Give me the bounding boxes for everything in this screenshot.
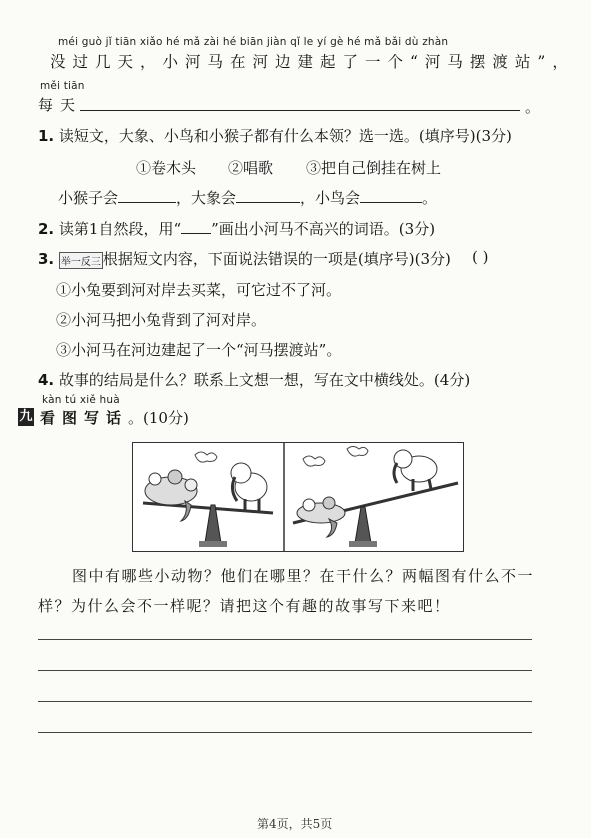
q1-fill-row	[58, 187, 437, 208]
q1-blank-elephant[interactable]	[236, 188, 300, 203]
writing-line-1[interactable]	[38, 639, 532, 640]
q1-fill-bird-label: ，小鸟会	[300, 189, 361, 207]
q4-number: 4.	[38, 371, 55, 389]
panel-1-drawing	[143, 452, 273, 547]
q2-number: 2.	[38, 220, 55, 238]
q1-option-1: ①卷木头	[136, 159, 197, 177]
q3-text: 根据短文内容，下面说法错误的一项是(填序号)(3分)	[102, 250, 451, 268]
passage-pinyin-2: měi tiān	[40, 80, 85, 92]
q2-underline-sample	[181, 223, 211, 234]
passage-pinyin-1: méi guò jǐ tiān xiǎo hé mǎ zài hé biān jiàn qǐ le yí gè hé mǎ bǎi dù zhàn	[58, 36, 449, 48]
passage-line-2-end: 。	[525, 98, 541, 116]
section9-heading	[40, 407, 189, 428]
q2-text-b: ”画出小河马不高兴的词语。(3分)	[211, 220, 436, 238]
section9-prompt-1: 图中有哪些小动物？他们在哪里？在干什么？两幅图有什么不一	[72, 567, 535, 585]
writing-line-2[interactable]	[38, 670, 532, 671]
q1-blank-bird[interactable]	[360, 188, 422, 203]
panel-2-drawing	[293, 447, 458, 548]
question-2	[38, 218, 435, 239]
q3-option-1: ①小兔要到河对岸去买菜，可它过不了河。	[56, 281, 342, 299]
q1-fill-elephant-label: ，大象会	[176, 189, 237, 207]
section9-score: 。(10分)	[128, 409, 189, 427]
page-footer: 第4页，共5页	[257, 817, 333, 831]
q3-number: 3.	[38, 250, 55, 268]
section9-title: 看图写话	[40, 409, 129, 427]
section9-mark: 九	[19, 409, 33, 424]
answer-line-ending[interactable]	[80, 110, 520, 111]
q3-badge: 举一反三	[59, 252, 103, 269]
q1-blank-monkey[interactable]	[118, 188, 176, 203]
q1-fill-monkey-label: 小猴子会	[58, 189, 119, 207]
question-4	[38, 369, 470, 390]
q3-option-2: ②小河马把小兔背到了河对岸。	[56, 311, 267, 329]
q3-answer-paren[interactable]: ( )	[472, 248, 489, 266]
question-3	[38, 248, 451, 269]
q1-number: 1.	[38, 127, 55, 145]
writing-line-4[interactable]	[38, 732, 532, 733]
passage-line-1: 没过几天，小河马在河边建起了一个“河马摆渡站”，	[50, 53, 575, 71]
q2-text-a: 读第1自然段，用“	[58, 220, 182, 238]
writing-line-3[interactable]	[38, 701, 532, 702]
section9-pinyin: kàn tú xiě huà	[42, 394, 120, 406]
q1-fill-end: 。	[422, 189, 438, 207]
q1-option-3: ③把自己倒挂在树上	[306, 159, 442, 177]
passage-line-2-start: 每天	[38, 96, 83, 114]
q1-text: 读短文，大象、小鸟和小猴子都有什么本领？选一选。(填序号)(3分)	[58, 127, 512, 145]
picture-panels	[132, 442, 464, 552]
q4-text: 故事的结局是什么？联系上文想一想，写在文中横线处。(4分)	[58, 371, 471, 389]
picture-illustration	[133, 443, 463, 551]
section9-prompt-2: 样？为什么会不一样呢？请把这个有趣的故事写下来吧！	[38, 597, 451, 615]
question-1	[38, 125, 512, 146]
q1-option-2: ②唱歌	[228, 159, 274, 177]
q3-option-3: ③小河马在河边建起了一个“河马摆渡站”。	[56, 341, 342, 359]
